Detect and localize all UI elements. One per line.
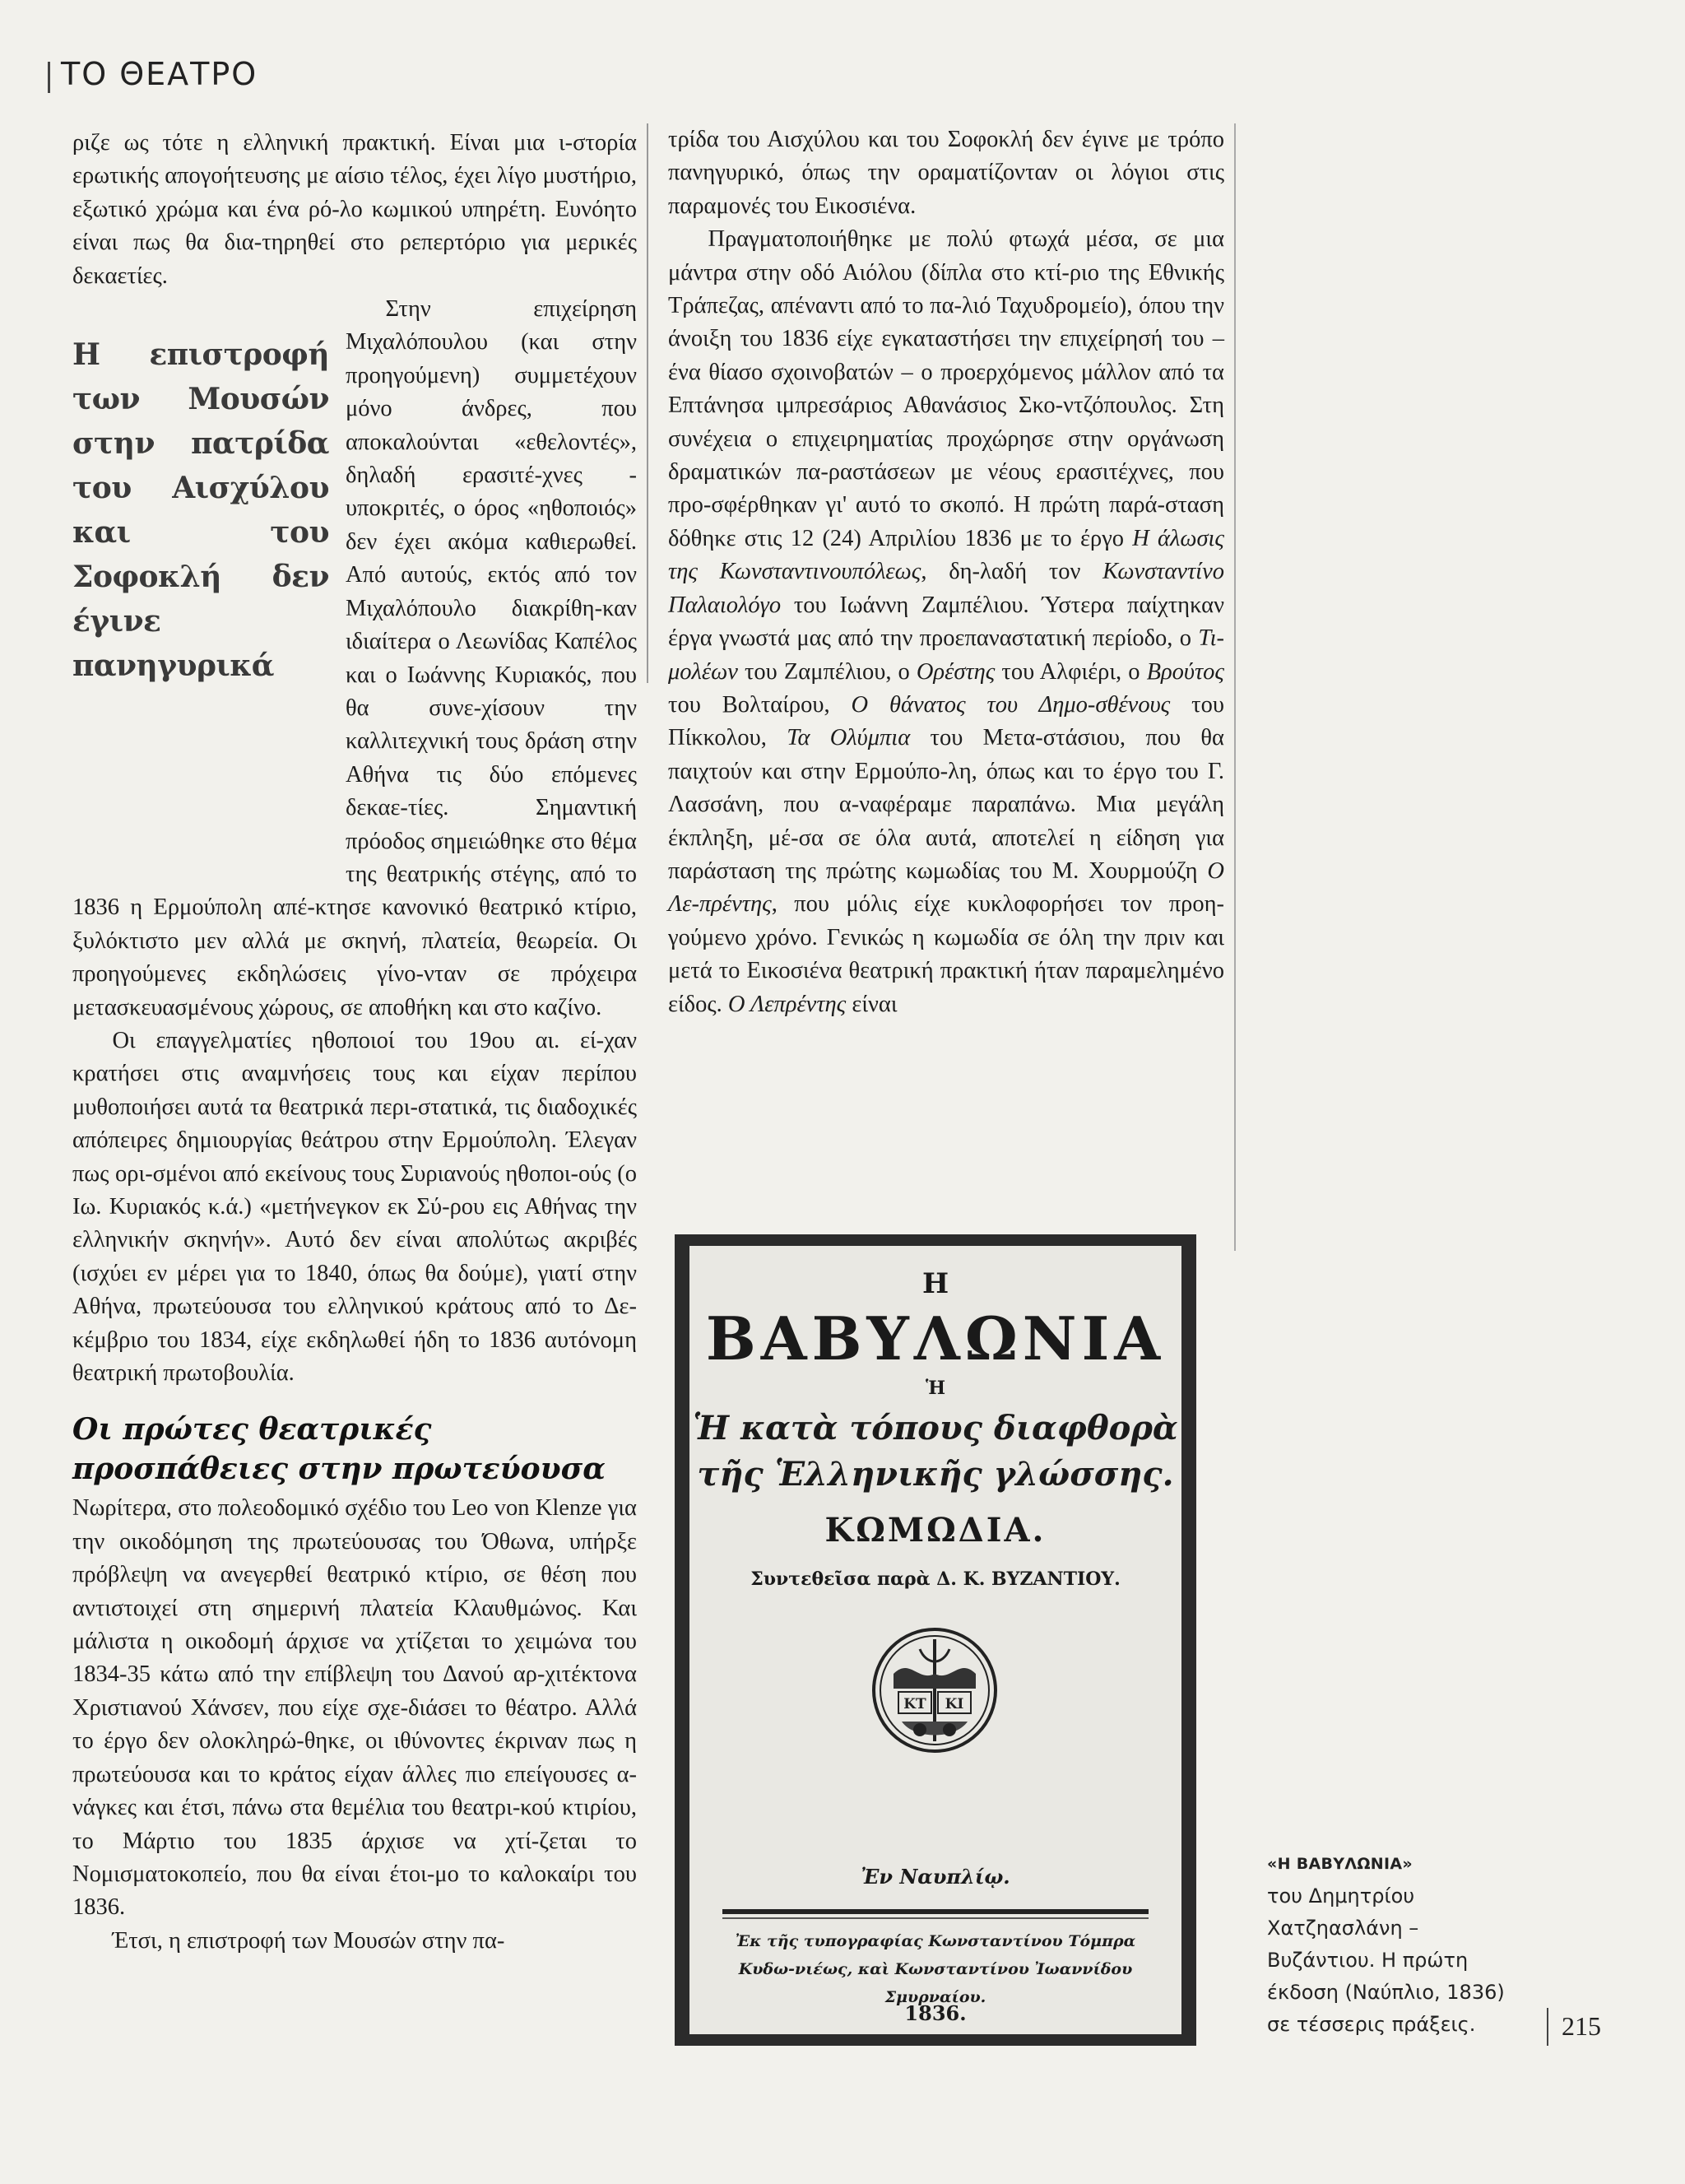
pull-quote <box>72 293 329 861</box>
seal-initials-right: ΚΙ <box>945 1696 964 1712</box>
book-title-page-image <box>675 1234 1196 2046</box>
paragraph: Στην επιχείρηση Μιχαλόπουλου (και στην προηγούμενη) συμμετέχουν μόνο άνδρες, που αποκαλούνται «εθελοντές», δηλαδή ερασιτέ-χνες - υποκριτές, ο όρος «ηθοποιός» δεν έχει ακόμα καθιερωθεί. Από αυτούς, εκτός από τον Μιχαλόπουλο διακρίθη-καν ιδιαίτερα ο Λεωνίδας Καπέλος και ο Ιωάννης Κυριακός, που θα συνε-χίσουν την καλλιτεχνική τους δράση στην Αθήνα τις δύο επόμενες δεκαε-τίες. Σημαντική πρόοδος σημειώθηκε στο θέμα της θεατρικής στέγης, από το 1836 η Ερμούπολη απέ-κτησε κανονικό θεατρικό κτίριο, ξυλόκτιστο μεν αλλά με σκηνή, πλατεία, θεωρεία. Οι προηγούμενες εκδηλώσεις γίνο-νταν σε πρόχειρα μετασκευασμένους χώρους, σε αποθήκη και στο καζίνο. <box>72 296 637 1020</box>
title-page-printer: Ἐκ τῆς τυπογραφίας Κωνσταντίνου Τόμπρα Κυδω-νιέως, καὶ Κωνσταντίνου Ἰωαννίδου Σμυρναίου. <box>735 1932 1136 2006</box>
title-page-subtitle: τῆς Ἑλληνικῆς γλώσσης. <box>697 1455 1174 1494</box>
work-title: Ορέστης <box>916 658 996 685</box>
running-head: ΤΟ ΘΕΑΤΡΟ <box>61 56 258 92</box>
title-page-article: Η <box>921 1267 949 1300</box>
column-rule <box>647 123 648 683</box>
paragraph: Οι επαγγελματίες ηθοποιοί του 19ου αι. εί-χαν κρατήσει στις αναμνήσεις τους και είχαν περίπου μυθοποιήσει αυτά τα θεατρικά περι-στατικά, τις διαδοχικές απόπειρες δημιουργίας θεάτρου στην Ερμούπολη. Έλεγαν πως ορι-σμένοι από εκείνους τους Συριανούς ηθοποι-ούς (ο Ιω. Κυριακός κ.ά.) «μετήνεγκον εκ Σύ-ρου εις Αθήνας την ελληνικήν σκηνήν». Αυτό δεν είναι απολύτως ακριβές (ισχύει εν μέρει για το 1840, όπως θα δούμε), γιατί στην Αθήνα, πρωτεύουσα του ελληνικού κράτους από το Δε-κέμβριο του 1834, είχε εκδηλωθεί ήδη το 1836 αυτόνομη θεατρική πρωτοβουλία. <box>72 1027 637 1387</box>
title-page-title: ΒΑΒΥΛΩΝΙΑ <box>705 1303 1166 1373</box>
work-title: Τα Ολύμπια <box>787 725 911 751</box>
title-page-genre: ΚΩΜΩΔΙΑ. <box>824 1511 1047 1550</box>
title-page-or: Ἡ <box>925 1378 946 1399</box>
work-title: Ο Λε-πρέντης <box>668 857 1224 918</box>
left-column <box>72 127 637 1958</box>
paragraph: Νωρίτερα, στο πολεοδομικό σχέδιο του Leo von Klenze για την οικοδόμηση της πρωτεύουσας του Όθωνα, υπήρξε πρόβλεψη να ανεγερθεί θεατρικό κτίριο, σε θέση που αντιστοιχεί στη σημερινή πλατεία Κλαυθμώνος. Και μάλιστα η οικοδομή άρχισε να χτίζεται το χειμώνα του 1834-35 κάτω από την επίβλεψη του Δανού αρ-χιτέκτονα Χριστιανού Χάνσεν, που είχε σχε-διάσει το θέατρο. Αλλά το έργο δεν ολοκληρώ-θηκε, οι ιθύνοντες έκριναν πως η πρωτεύουσα και το κράτος είχαν άλλες πιο επείγουσες α-νάγκες και έτσι, πάνω στα θεμέλια του θεατρι-κού κτιρίου, το Μάρτιο του 1835 άρχισε να χτί-ζεται το Νομισματοκοπείο, που θα είναι έτοι-μο το καλοκαίρι του 1836. <box>72 1495 637 1921</box>
folio-rule <box>1547 2008 1548 2046</box>
caption-text: του Δημητρίου Χατζηασλάνη – Βυζάντιου. Η πρώτη έκδοση (Ναύπλιο, 1836) σε τέσσερις πράξεις. <box>1267 1884 1505 2036</box>
printer-seal-icon <box>869 1624 1000 1756</box>
page-number: 215 <box>1562 2011 1601 2041</box>
column-rule <box>1234 123 1236 1251</box>
header-rule <box>48 62 50 93</box>
work-title: Η άλωσις της Κωνσταντινουπόλεως <box>668 525 1224 585</box>
seal-initials-left: ΚΤ <box>903 1696 926 1712</box>
work-title: Ο Λεπρέντης <box>727 991 847 1017</box>
title-page-rule <box>722 1917 1149 1919</box>
paragraph: ριζε ως τότε η ελληνική πρακτική. Είναι μια ι-στορία ερωτικής απογοήτευσης με αίσιο τέλος, έχει λίγο μυστήριο, εξωτικό χρώμα και ένα ρό-λο κωμικού υπηρέτη. Ευνόητο είναι πως θα δια-τηρηθεί στο ρεπερτόριο για μερικές δεκαετίες. <box>72 130 637 289</box>
right-column <box>668 123 1224 1021</box>
title-page-subtitle: Ἡ κατὰ τόπους διαφθορὰ <box>693 1409 1178 1447</box>
work-title: Ο θάνατος του Δημο-σθένους <box>851 691 1171 718</box>
work-title: Τι-μολέων <box>668 625 1224 685</box>
title-page-author: Συντεθεῖσα παρὰ Δ. Κ. ΒΥΖΑΝΤΙΟΥ. <box>750 1568 1121 1590</box>
section-heading: Οι πρώτες θεατρικές προσπάθειες στην πρωτεύουσα <box>72 1412 606 1487</box>
title-page-place: Ἐν Ναυπλίῳ. <box>861 1865 1010 1889</box>
caption-title: «Η ΒΑΒΥΛΩΝΙΑ» <box>1267 1855 1413 1873</box>
work-title: Κωνσταντίνο Παλαιολόγο <box>668 559 1224 618</box>
title-page-year: 1836. <box>904 2001 967 2025</box>
image-caption <box>1267 1848 1514 2041</box>
paragraph: τρίδα του Αισχύλου και του Σοφοκλή δεν έγινε με τρόπο πανηγυρικό, όπως την οραματίζονταν οι λόγιοι στις παραμονές του Εικοσιένα. <box>668 127 1224 219</box>
paragraph: Πραγματοποιήθηκε με πολύ φτωχά μέσα, σε μια μάντρα στην οδό Αιόλου (δίπλα στο κτί-ριο της Εθνικής Τράπεζας, απέναντι από το πα-λιό Ταχυδρομείο), όπου την άνοιξη του 1836 είχε εγκαταστήσει την επιχείρησή του – ένα θίασο σχοινοβατών – ο προερχόμενος μάλλον από τα Επτάνησα ιμπρεσάριος Αθανάσιος Σκο-ντζόπουλος. Στη συνέχεια ο επιχειρηματίας προχώρησε στην οργάνωση δραματικών πα-ραστάσεων με νέους ερασιτέχνες, που προ-σφέρθηκαν γι' αυτό το σκοπό. Η πρώτη παρά-σταση δόθηκε στις 12 (24) Απριλίου 1836 με το έργο Η άλωσις της Κωνσταντινουπόλεως, δη-λαδή τον Κωνσταντίνο Παλαιολόγο του Ιωάννη Ζαμπέλιου. Ύστερα παίχτηκαν έργα γνωστά μας από την προεπαναστατική περίοδο, ο Τι-μολέων του Ζαμπέλιου, ο Ορέστης του Αλφιέρι, ο Βρούτος του Βολταίρου, Ο θάνατος του Δημο-σθένους του Πίκκολου, Τα Ολύμπια του Μετα-στάσιου, που θα παιχτούν και στην Ερμούπο-λη, όπως και το έργο του Γ. Λασσάνη, που α-ναφέραμε παραπάνω. Μια μεγάλη έκπληξη, μέ-σα σε όλα αυτά, αποτελεί η είδηση για παράσταση της πρώτης κωμωδίας του Μ. Χουρμούζη Ο Λε-πρέντης, που μόλις είχε κυκλοφορήσει τον προη-γούμενο χρόνο. Γενικώς η κωμωδία σε όλη την πριν και μετά το Εικοσιένα θεατρική πρακτική ήταν παραμελημένο είδος. Ο Λεπρέντης είναι <box>668 226 1224 1017</box>
title-page <box>689 1246 1181 2034</box>
title-page-rule <box>722 1909 1149 1914</box>
paragraph: Έτσι, η επιστροφή των Μουσών στην πα- <box>112 1927 505 1954</box>
pull-quote-text: Η επιστροφή των Μουσών στην πατρίδα του Αισχύλου και του Σοφοκλή δεν έγινε πανηγυρικά <box>72 337 329 684</box>
work-title: Βρούτος <box>1146 658 1224 685</box>
